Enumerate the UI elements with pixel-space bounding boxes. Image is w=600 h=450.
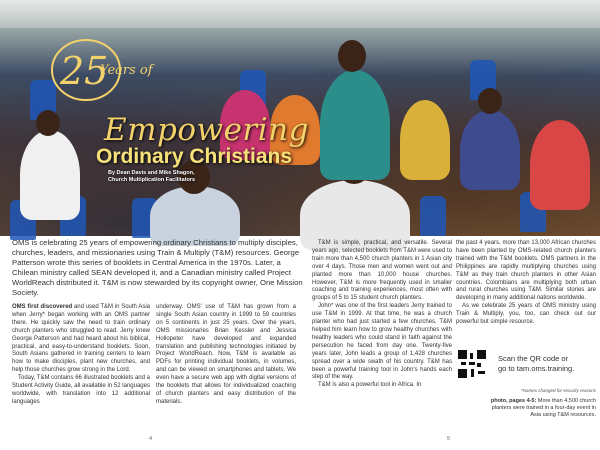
paragraph: and used T&M in South Asia when Jerry* began working with an OMS partner there. He quickly saw the need to train ordinary church planters who struggled to read. Jerry knew George Patterson and had heard about his biblical, practical, and easy-to-understand booklets. Soon, South Asians gathered in training centers to learn how to make disciples, plant new churches, and help those churches grow strong in the Lord.	[12, 304, 150, 374]
qr-block	[456, 350, 596, 384]
headline-subtitle: Ordinary Christians	[96, 145, 293, 168]
headline-empowering: Empowering	[104, 112, 309, 148]
paragraph: As we celebrate 25 years of OMS ministry using Train & Multiply, you, too, can check out our powerful but simple resource.	[456, 303, 596, 326]
scan-url[interactable]: go to tam.oms.training.	[498, 364, 575, 373]
scan-line: Scan the QR code or	[498, 354, 569, 363]
tent-canopy	[0, 0, 600, 28]
person	[20, 130, 80, 220]
paragraph: T&M is simple, practical, and versatile. Several years ago, selected booklets from T&M were used to train more than 4,500 church planters in 1 Asian city over 4 days. Those men and women went out and planted more than 10,000 house churches. However, T&M is more frequently used in smaller coaching and training experiences, most often with groups of 5 to 15 student church planters.	[312, 240, 452, 302]
paragraph: the past 4 years, more than 13,000 African churches have been planted by OMS-related church planters trained with the T&M booklets. OMS partners in the Philippines are rapidly multiplying churches using T&M as they train church planters in other Asian countries. Colombians are multiplying both urban and rural churches using T&M. Similar stories are developing in many additional nations worldwide.	[456, 240, 596, 302]
intro-paragraph: OMS is celebrating 25 years of empowering ordinary Christians to multiply disciples, churches, leaders, and missionaries using Train & Multiply (T&M) resources. George Patterson wrote this series of booklets in Central America in the 1970s. Later, a Chilean ministry called SEAN developed it, and a Canadian ministry called Project WorldReach distributed it. T&M is now stewarded by its copyright owner, One Mission Society.	[12, 238, 303, 297]
person	[400, 100, 450, 180]
page-number-left: 4	[149, 436, 153, 442]
logo-word: Years of	[100, 63, 153, 78]
caption-text: More than 4,500 church planters were trained in a four-day event in Asia using T&M resources.	[491, 398, 596, 418]
person	[320, 70, 390, 180]
person	[530, 120, 590, 210]
person	[460, 110, 520, 190]
paragraph: T&M is also a powerful tool in Africa. In	[318, 382, 422, 389]
byline-roles: Church Multiplication Facilitators	[108, 177, 196, 183]
person-head	[36, 110, 60, 136]
logo-number: 25	[60, 49, 109, 93]
scan-instructions	[498, 354, 574, 374]
article-column-1	[12, 304, 150, 407]
photo-caption	[486, 398, 596, 419]
caption-lead: photo, pages 4-5:	[490, 398, 537, 404]
anniversary-logo-icon	[46, 30, 153, 110]
paragraph: Today, T&M contains 66 illustrated booklets and a Student Activity Guide, all available in 52 languages worldwide, with translation into 12 additional languages	[12, 375, 150, 405]
article-column-4	[456, 240, 596, 327]
paragraph: underway. OMS' use of T&M has grown from a single South Asian country in 1999 to 59 countries on 5 continents in just 25 years. Over the years, OMS missionaries Brian Kessler and Jessica Hollopeter have developed and expanded translation and publishing technologies initiated by Project WorldReach. Now, T&M is available as PDFs for printing individual booklets, in volumes, and can be viewed on smartphones and tablets. We even have a secure web app with digital versions of the booklets that allows for individualized coaching of church planters and easy distribution of the materials.	[156, 304, 296, 405]
person	[150, 186, 240, 246]
person-head	[478, 88, 502, 114]
article-column-2	[156, 304, 296, 407]
person-head	[338, 40, 366, 72]
lead-in: OMS first discovered	[12, 304, 73, 310]
footnote: *Names changed for security reasons	[520, 388, 596, 393]
byline-authors: By Dean Davis and Mike Shagon,	[108, 170, 195, 176]
qr-code-icon[interactable]	[458, 350, 486, 378]
paragraph: John* was one of the first leaders Jerry trained to use T&M in 1999. At that time, he was a church planter who had just started a few churches. T&M helped him learn how to grow healthy churches with healthy leaders who could stand in faith against the persecution he faced from day one. Twenty-five years later, John leads a group of 1,428 churches spread over a wide swath of his country. T&M has been a powerful training tool in John's hands each step of the way.	[312, 303, 452, 381]
page-number-right: 5	[447, 436, 451, 442]
byline	[108, 170, 195, 184]
article-column-3	[312, 240, 452, 390]
chair	[420, 196, 446, 236]
